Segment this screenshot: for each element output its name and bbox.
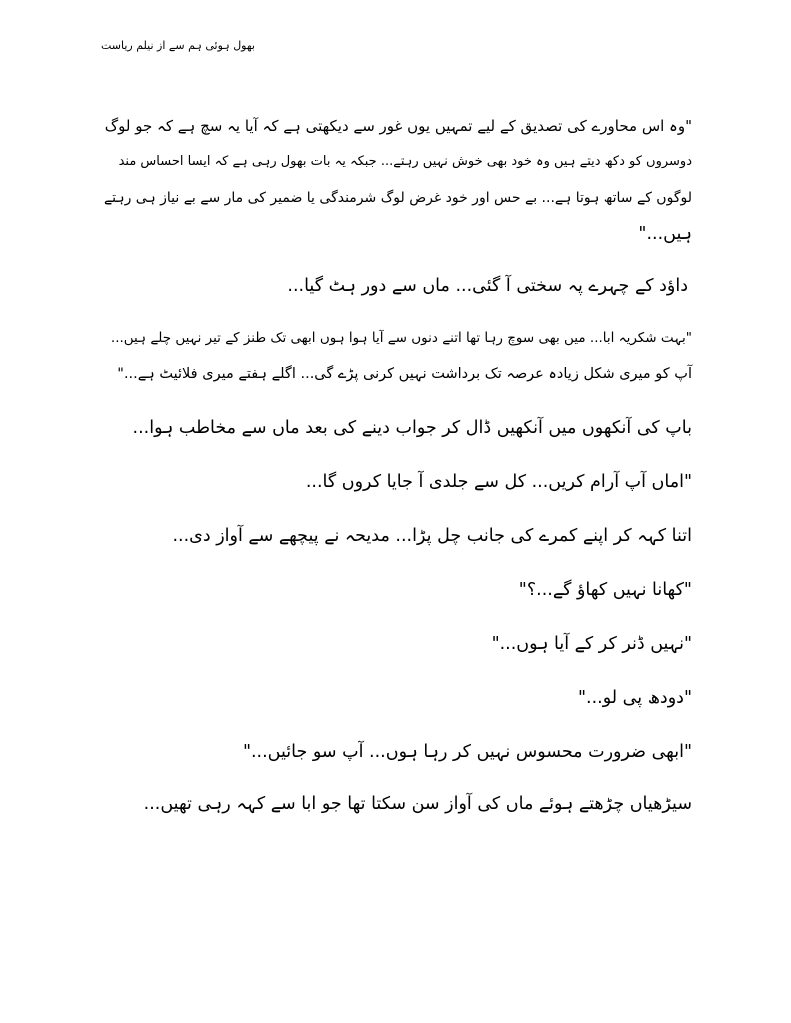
paragraph-3 (100, 320, 692, 392)
text-line: اتنا کہہ کر اپنے کمرے کی جانب چل پڑا... مدیحہ نے پیچھے سے آواز دی... (172, 526, 692, 546)
paragraph-7 (100, 572, 692, 608)
paragraph-6 (100, 518, 692, 554)
text-line: "اماں آپ آرام کریں... کل سے جلدی آ جایا کروں گا... (305, 472, 692, 492)
paragraph-4 (100, 410, 692, 446)
paragraph-1 (100, 108, 692, 252)
text-line: آپ کو میری شکل زیادہ عرصہ تک برداشت نہیں کرنی پڑے گی... اگلے ہفتے میری فلائیٹ ہے..." (117, 366, 692, 382)
story-text (100, 108, 692, 822)
text-line: "وہ اس محاورے کی تصدیق کے لیے تمہیں یوں غور سے دیکھتی ہے کہ آیا یہ سچ ہے کہ جو لوگ (104, 117, 692, 135)
text-line: "بہت شکریہ ابا... میں بھی سوچ رہا تھا اتنے دنوں سے آیا ہوا ہوں ابھی تک طنز کے تیر نہیں چلے ہیں... (110, 330, 692, 346)
text-line: "کھانا نہیں کھاؤ گے...؟" (518, 580, 692, 600)
text-line: ہیں..." (638, 224, 692, 244)
paragraph-8 (100, 626, 692, 662)
paragraph-10 (100, 734, 692, 770)
paragraph-5 (100, 464, 692, 500)
running-header: بھول ہوئی ہم سے از نیلم ریاست (100, 39, 255, 52)
paragraph-9 (100, 680, 692, 716)
paragraph-2 (100, 268, 692, 304)
text-line: لوگوں کے ساتھ ہوتا ہے... بے حس اور خود غرض لوگ شرمندگی یا ضمیر کی مار سے بے نیاز ہی رہتے (103, 190, 692, 206)
text-line: "نہیں ڈنر کر کے آیا ہوں..." (491, 634, 692, 654)
text-line: "ابھی ضرورت محسوس نہیں کر رہا ہوں... آپ سو جائیں..." (242, 742, 692, 762)
text-line: داؤد کے چہرے پہ سختی آ گئی... ماں سے دور ہٹ گیا... (287, 276, 688, 296)
text-line: باپ کی آنکھوں میں آنکھیں ڈال کر جواب دینے کی بعد ماں سے مخاطب ہوا... (132, 418, 692, 438)
text-line: سیڑھیاں چڑھتے ہوئے ماں کی آواز سن سکتا تھا جو ابا سے کہہ رہی تھیں... (143, 794, 692, 814)
paragraph-11 (100, 786, 692, 822)
text-line: دوسروں کو دکھ دیتے ہیں وہ خود بھی خوش نہیں رہتے... جبکہ یہ بات بھول رہی ہے کہ ایسا احساس مند (118, 154, 692, 169)
text-line: "دودھ پی لو..." (578, 688, 692, 708)
